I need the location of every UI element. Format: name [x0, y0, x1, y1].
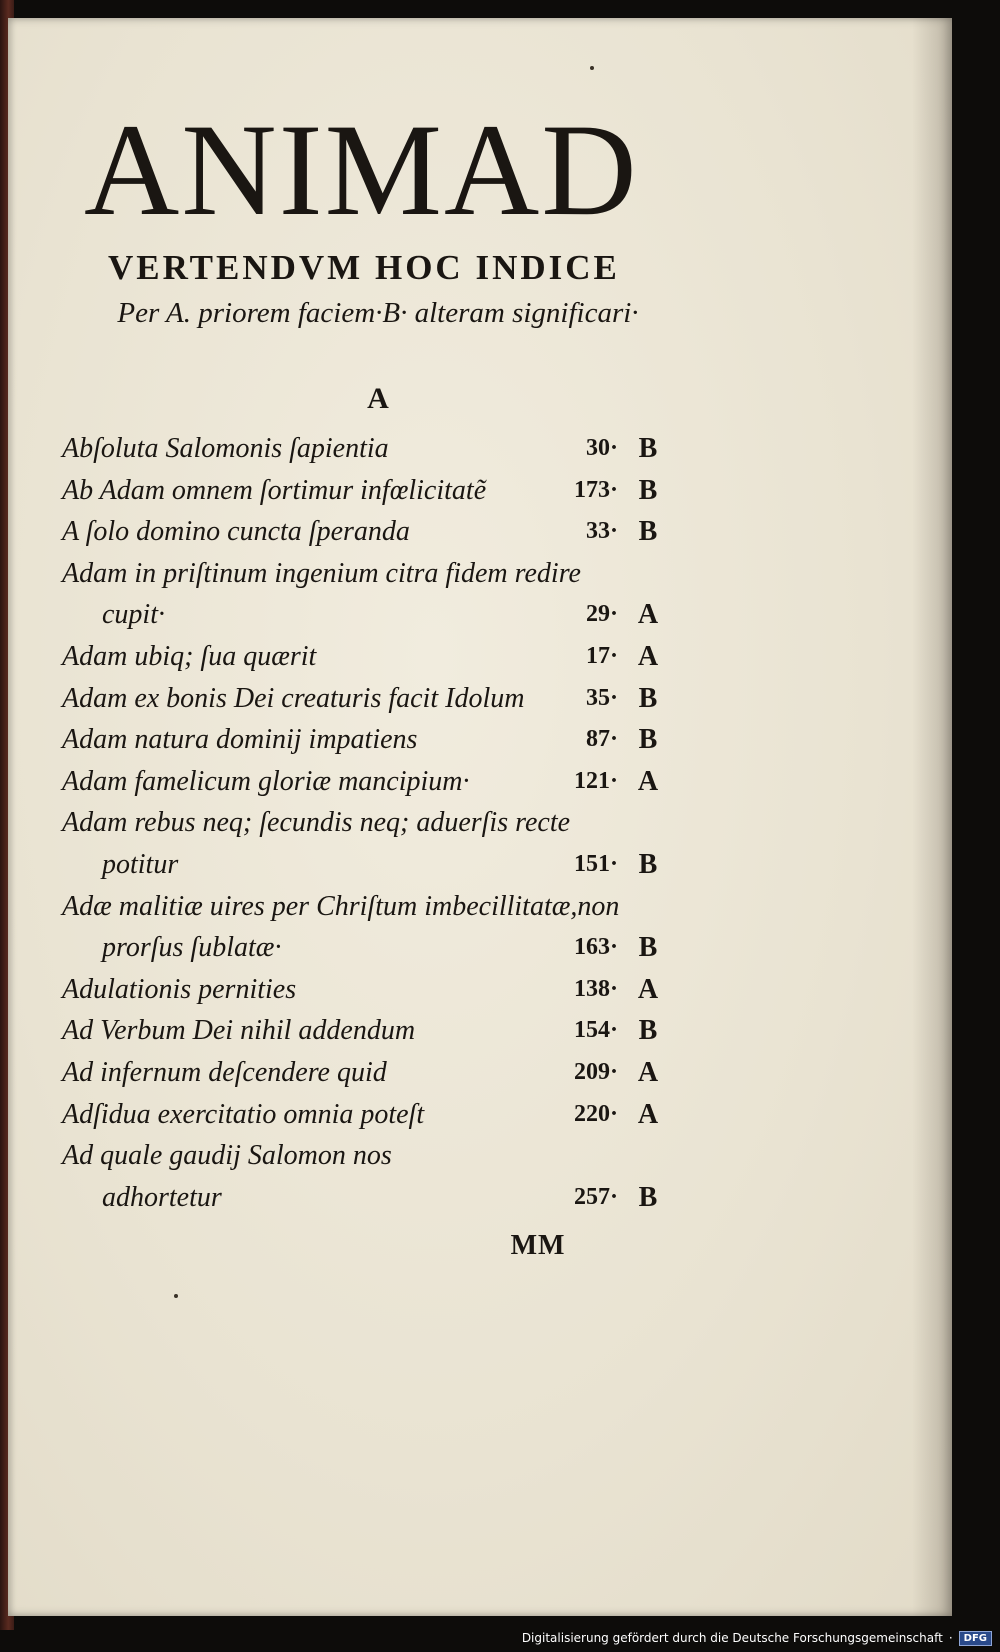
index-entry-text: Adſidua exercitatio omnia poteſt — [62, 1098, 425, 1130]
page-title: ANIMAD — [84, 96, 639, 243]
index-entry — [62, 636, 702, 678]
index-entry — [62, 719, 702, 761]
index-entry-line — [62, 553, 702, 595]
index-entry-face: A — [637, 599, 659, 631]
index-entry-text: Adam natura dominij impatiens — [62, 724, 418, 756]
index-entry-page: 87· — [585, 726, 618, 753]
index-entry-line — [62, 511, 702, 553]
index-entry-text: Adam in priſtinum ingenium citra fidem redire — [62, 557, 581, 589]
index-entry — [62, 1052, 702, 1094]
index-entry-text: potitur — [102, 848, 179, 880]
index-entry-text: prorſus ſublatæ· — [102, 932, 282, 964]
index-entry-text: cupit· — [102, 599, 165, 631]
index-entry — [62, 886, 702, 969]
index-entry-page: 138· — [573, 975, 618, 1002]
footer-separator: · — [948, 1631, 953, 1645]
index-entry — [62, 761, 702, 803]
index-entry-text: Adulationis pernities — [62, 973, 297, 1005]
index-entry-text: Adam famelicum gloriæ mancipium· — [62, 765, 470, 797]
index-entry-page: 17· — [585, 642, 618, 669]
index-entry-page: 154· — [573, 1017, 618, 1044]
index-entry-page: 35· — [585, 684, 618, 711]
book-page — [8, 18, 952, 1616]
index-entry-face: B — [638, 433, 658, 464]
index-entry — [62, 1135, 702, 1218]
index-entry-line — [62, 969, 702, 1011]
index-entry-line — [62, 1177, 702, 1219]
index-entry — [62, 1010, 702, 1052]
index-entry-text: Ab Adam omnem ſortimur infœlicitatẽ — [62, 474, 487, 506]
index-note: Per A. priorem faciem·B· alteram significari· — [117, 297, 639, 329]
paper-speck — [174, 1294, 178, 1298]
index-entry-page: 209· — [573, 1058, 618, 1085]
index-entry — [62, 511, 702, 553]
index-entry-line — [62, 844, 702, 886]
footer-credit: Digitalisierung gefördert durch die Deutsche Forschungsgemeinschaft — [521, 1631, 943, 1645]
page-gutter-shadow — [912, 18, 952, 1616]
index-entry-line — [62, 1052, 702, 1094]
index-entry — [62, 802, 702, 885]
index-entry-face: B — [638, 1015, 658, 1047]
index-entry-text: Ad quale gaudij Salomon nos — [62, 1140, 392, 1172]
index-entry-page: 163· — [573, 934, 618, 961]
signature-mark: MM — [510, 1230, 566, 1261]
index-entry-line — [62, 927, 702, 969]
index-entry-page: 257· — [573, 1183, 618, 1210]
page-subtitle: VERTENDVM HOC INDICE — [108, 248, 620, 287]
index-entry — [62, 553, 702, 636]
index-entry-page: 29· — [585, 601, 618, 628]
index-entry — [62, 678, 702, 720]
digitization-footer — [522, 1628, 992, 1648]
index-entry-text: Ad Verbum Dei nihil addendum — [62, 1015, 416, 1047]
index-entry-face: B — [638, 516, 658, 548]
index-entry-face: B — [638, 1181, 658, 1213]
index-entry-page: 173· — [573, 476, 618, 503]
index-entry-text: Adam ex bonis Dei creaturis facit Idolum — [62, 682, 525, 714]
index-entry-page: 33· — [585, 518, 618, 545]
index-entry-text: Adam ubiq; ſua quærit — [62, 640, 317, 672]
index-entry-page: 30· — [585, 435, 618, 461]
index-entry-text: Ad infernum deſcendere quid — [62, 1056, 387, 1088]
index-entries — [62, 428, 702, 1218]
index-entry-page: 121· — [573, 767, 618, 794]
index-entry-line — [62, 1135, 702, 1177]
paper-speck — [590, 66, 594, 70]
index-entry-text: Adam rebus neq; ſecundis neq; aduerſis recte — [62, 807, 571, 839]
index-entry — [62, 470, 702, 512]
index-entry-face: B — [638, 848, 658, 880]
index-entry-face: A — [637, 973, 659, 1005]
index-entry-page: 220· — [573, 1100, 618, 1127]
index-entry-face: A — [637, 640, 659, 672]
index-entry-line — [62, 636, 702, 678]
index-entry-face: A — [637, 1056, 659, 1088]
index-entry-face: B — [638, 682, 658, 714]
index-entry — [62, 969, 702, 1011]
index-entry-page: 151· — [573, 850, 618, 877]
index-entry-line — [62, 594, 702, 636]
index-entry-text: Adæ malitiæ uires per Chriſtum imbecillitatæ,non — [62, 890, 620, 922]
index-entry — [62, 428, 702, 470]
index-entry-text: A ſolo domino cuncta ſperanda — [62, 516, 410, 548]
index-entry-line — [62, 1094, 702, 1136]
index-entry-line — [62, 886, 702, 928]
index-entry-text: Abſoluta Salomonis ſapientia — [62, 433, 389, 464]
index-entry-face: B — [638, 724, 658, 756]
dfg-logo: DFG — [959, 1631, 992, 1646]
index-entry-face: A — [637, 1098, 659, 1130]
index-entry-face: B — [638, 474, 658, 506]
index-entry-text: adhortetur — [102, 1181, 222, 1213]
index-entry — [62, 1094, 702, 1136]
index-entry-line — [62, 1010, 702, 1052]
index-entry-line — [62, 719, 702, 761]
index-entry-line — [62, 678, 702, 720]
index-entry-face: B — [638, 932, 658, 964]
index-entry-face: A — [637, 765, 659, 797]
index-entry-line — [62, 470, 702, 512]
index-entry-line — [62, 761, 702, 803]
section-letter: A — [367, 382, 389, 415]
index-entry-line — [62, 428, 702, 470]
index-entry-line — [62, 802, 702, 844]
